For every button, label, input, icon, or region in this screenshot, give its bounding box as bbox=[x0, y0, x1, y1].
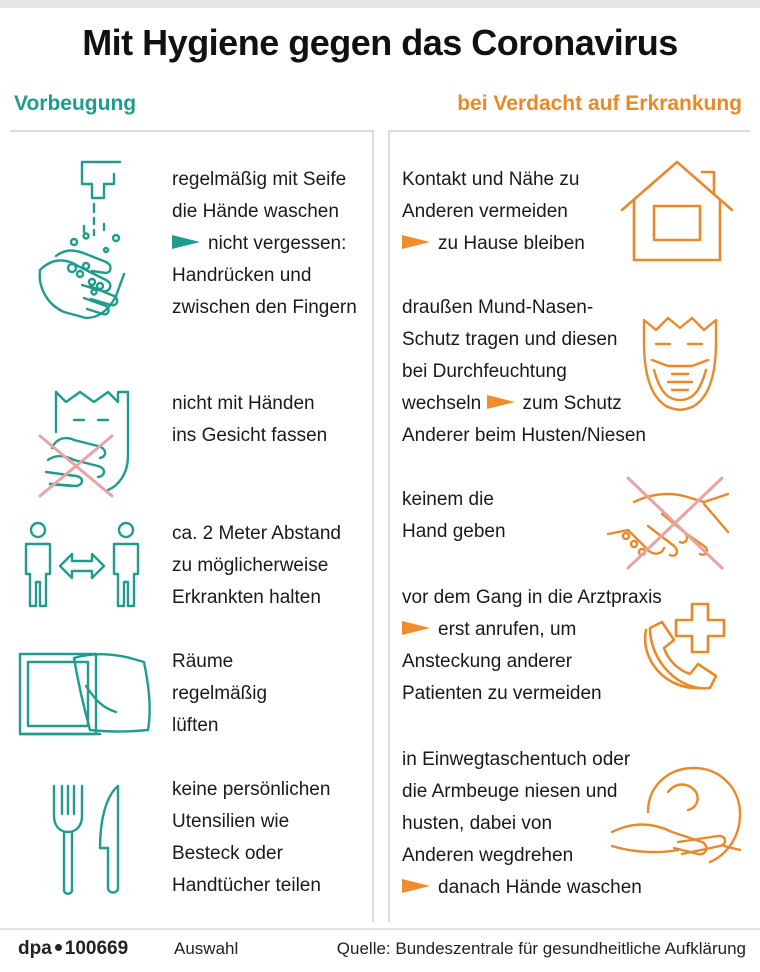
right-column-heading: bei Verdacht auf Erkrankung bbox=[457, 92, 742, 115]
text-line: die Hände waschen bbox=[172, 201, 339, 222]
text-line: draußen Mund-Nasen- bbox=[402, 297, 594, 318]
text-line: Handrücken und bbox=[172, 265, 312, 286]
arrow-right-icon bbox=[402, 621, 430, 635]
left-item-cutlery bbox=[172, 774, 330, 902]
text-line: zwischen den Fingern bbox=[172, 297, 357, 318]
text-line: regelmäßig mit Seife bbox=[172, 169, 347, 190]
arrow-right-icon bbox=[487, 395, 515, 409]
text-line: wechseln bbox=[402, 393, 482, 414]
left-item-window bbox=[172, 646, 267, 742]
arrow-right-icon bbox=[402, 879, 430, 893]
dpa-logo bbox=[18, 938, 128, 960]
text-line: vor dem Gang in die Arztpraxis bbox=[402, 587, 662, 608]
text-line: nicht vergessen: bbox=[208, 233, 347, 254]
logo-text: dpa bbox=[18, 938, 52, 959]
text-line: keinem die bbox=[402, 489, 494, 510]
text-line: regelmäßig bbox=[172, 683, 268, 704]
page-title: Mit Hygiene gegen das Coronavirus bbox=[82, 22, 678, 63]
right-column-divider bbox=[388, 130, 750, 132]
text-line: danach Hände waschen bbox=[438, 877, 642, 898]
right-column-left-border bbox=[388, 130, 390, 922]
right-item-stay-home bbox=[402, 164, 585, 260]
left-item-hand-washing bbox=[172, 164, 357, 324]
text-line: Hand geben bbox=[402, 521, 506, 542]
text-line: Handtücher teilen bbox=[172, 875, 321, 896]
text-line: Räume bbox=[172, 651, 234, 672]
auswahl-label: Auswahl bbox=[174, 939, 239, 958]
source-label: Quelle: Bundeszentrale für gesundheitliche Aufklärung bbox=[336, 939, 746, 958]
sneeze-elbow-icon bbox=[608, 762, 746, 872]
text-line: ca. 2 Meter Abstand bbox=[172, 523, 341, 544]
right-item-no-handshake bbox=[402, 484, 506, 548]
hand-washing-icon bbox=[34, 158, 134, 330]
text-line: Anderer beim Husten/Niesen bbox=[402, 425, 646, 446]
right-item-mask bbox=[402, 292, 646, 452]
text-line: Kontakt und Nähe zu bbox=[402, 169, 580, 190]
right-item-call-doctor bbox=[402, 582, 662, 710]
no-face-touch-icon bbox=[36, 376, 136, 500]
text-line: Patienten zu vermeiden bbox=[402, 683, 602, 704]
phone-doctor-icon bbox=[636, 600, 736, 696]
text-line: bei Durchfeuchtung bbox=[402, 361, 567, 382]
text-line: zum Schutz bbox=[522, 393, 622, 414]
text-line: Erkrankten halten bbox=[172, 587, 321, 608]
right-item-sneeze bbox=[402, 744, 642, 904]
text-line: die Armbeuge niesen und bbox=[402, 781, 618, 802]
left-item-distance bbox=[172, 518, 341, 614]
face-mask-icon bbox=[636, 302, 724, 412]
footer bbox=[0, 936, 760, 966]
text-line: Schutz tragen und diesen bbox=[402, 329, 618, 350]
graphic-number: 100669 bbox=[64, 938, 129, 959]
text-line: ins Gesicht fassen bbox=[172, 425, 328, 446]
center-divider bbox=[372, 130, 374, 922]
text-line: Anderen vermeiden bbox=[402, 201, 568, 222]
house-icon bbox=[618, 158, 736, 264]
distance-icon bbox=[16, 520, 148, 610]
window-icon bbox=[16, 648, 156, 740]
text-line: zu Hause bleiben bbox=[438, 233, 585, 254]
text-line: nicht mit Händen bbox=[172, 393, 315, 414]
arrow-right-icon bbox=[402, 235, 430, 249]
text-line: erst anrufen, um bbox=[438, 619, 577, 640]
text-line: Anderen wegdrehen bbox=[402, 845, 574, 866]
text-line: in Einwegtaschentuch oder bbox=[402, 749, 631, 770]
top-bar bbox=[0, 0, 760, 8]
text-line: keine persönlichen bbox=[172, 779, 331, 800]
text-line: Ansteckung anderer bbox=[402, 651, 573, 672]
arrow-right-icon bbox=[172, 235, 200, 249]
logo-dot-icon bbox=[55, 944, 62, 951]
text-line: zu möglicherweise bbox=[172, 555, 329, 576]
text-line: lüften bbox=[172, 715, 219, 736]
cutlery-icon bbox=[48, 782, 128, 898]
text-line: Utensilien wie bbox=[172, 811, 290, 832]
footer-divider bbox=[0, 928, 760, 930]
left-column-divider bbox=[10, 130, 372, 132]
left-column-heading: Vorbeugung bbox=[14, 92, 137, 115]
left-item-no-face-touch bbox=[172, 388, 327, 452]
text-line: Besteck oder bbox=[172, 843, 283, 864]
text-line: husten, dabei von bbox=[402, 813, 553, 834]
no-handshake-icon bbox=[604, 474, 734, 574]
